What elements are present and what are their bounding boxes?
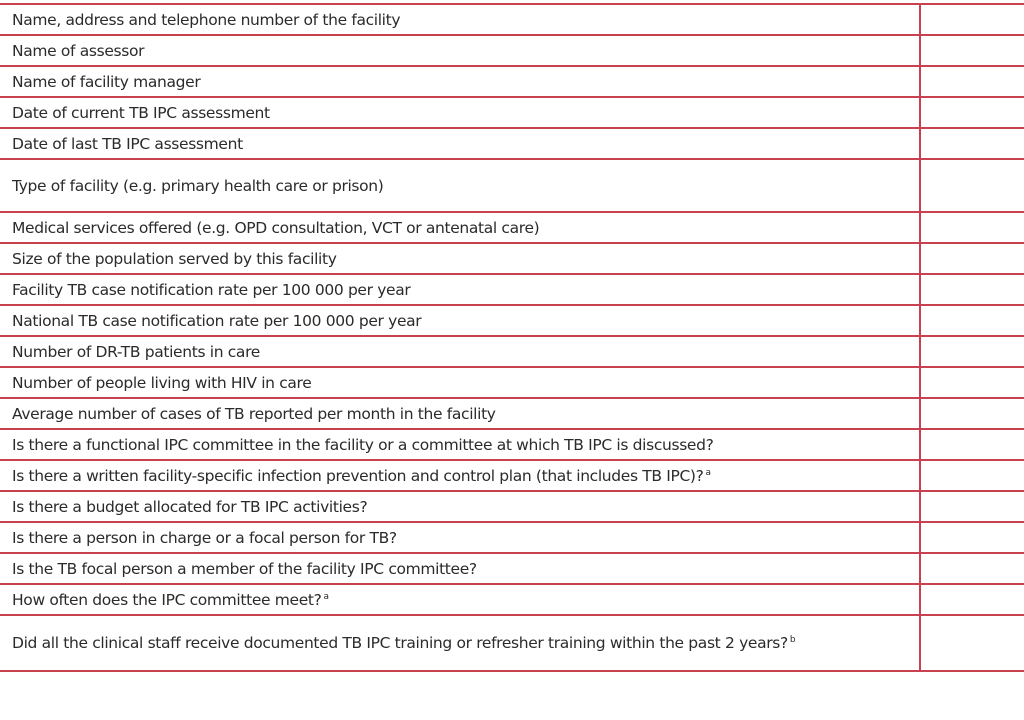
table-row [0, 367, 1024, 398]
question-text: Is there a written facility-specific infection prevention and control plan (that includes TB IPC)? [12, 466, 704, 485]
table-row [0, 97, 1024, 128]
answer-cell[interactable] [920, 429, 1024, 460]
answer-cell[interactable] [920, 336, 1024, 367]
question-text: Did all the clinical staff receive documented TB IPC training or refresher training within the past 2 years? [12, 633, 788, 652]
answer-cell[interactable] [920, 305, 1024, 336]
answer-cell[interactable] [920, 522, 1024, 553]
answer-cell[interactable] [920, 460, 1024, 491]
question-cell [0, 4, 920, 35]
table-row [0, 491, 1024, 522]
question-text: Number of DR-TB patients in care [12, 342, 260, 361]
table-row [0, 429, 1024, 460]
answer-cell[interactable] [920, 553, 1024, 584]
question-cell [0, 128, 920, 159]
question-text: Size of the population served by this facility [12, 249, 337, 268]
question-cell [0, 97, 920, 128]
footnote-marker: a [323, 591, 329, 602]
table-row [0, 584, 1024, 615]
table-row [0, 460, 1024, 491]
table-row [0, 398, 1024, 429]
question-cell [0, 429, 920, 460]
question-cell [0, 398, 920, 429]
question-text: Is there a functional IPC committee in the facility or a committee at which TB IPC is discussed? [12, 435, 714, 454]
question-text: National TB case notification rate per 100 000 per year [12, 311, 422, 330]
question-cell [0, 35, 920, 66]
question-cell [0, 159, 920, 212]
question-cell [0, 522, 920, 553]
answer-cell[interactable] [920, 66, 1024, 97]
answer-cell[interactable] [920, 615, 1024, 671]
question-cell [0, 584, 920, 615]
answer-cell[interactable] [920, 159, 1024, 212]
question-text: Is there a person in charge or a focal person for TB? [12, 528, 397, 547]
question-cell [0, 336, 920, 367]
question-cell [0, 460, 920, 491]
table-row [0, 553, 1024, 584]
answer-cell[interactable] [920, 97, 1024, 128]
footnote-marker: b [789, 634, 796, 645]
table-row [0, 522, 1024, 553]
question-text: Name of assessor [12, 41, 145, 60]
table-row [0, 35, 1024, 66]
answer-cell[interactable] [920, 212, 1024, 243]
question-cell [0, 367, 920, 398]
answer-cell[interactable] [920, 491, 1024, 522]
question-text: How often does the IPC committee meet? [12, 590, 322, 609]
question-text: Facility TB case notification rate per 100 000 per year [12, 280, 411, 299]
table-row [0, 66, 1024, 97]
question-cell [0, 615, 920, 671]
answer-cell[interactable] [920, 243, 1024, 274]
answer-cell[interactable] [920, 367, 1024, 398]
answer-cell[interactable] [920, 398, 1024, 429]
table-row [0, 305, 1024, 336]
table-row [0, 4, 1024, 35]
question-text: Is there a budget allocated for TB IPC activities? [12, 497, 368, 516]
question-cell [0, 305, 920, 336]
question-cell [0, 553, 920, 584]
answer-cell[interactable] [920, 35, 1024, 66]
table-row [0, 615, 1024, 671]
table-row [0, 212, 1024, 243]
table-row [0, 336, 1024, 367]
answer-cell[interactable] [920, 584, 1024, 615]
table-row [0, 128, 1024, 159]
table-row [0, 243, 1024, 274]
question-text: Average number of cases of TB reported per month in the facility [12, 404, 496, 423]
answer-cell[interactable] [920, 4, 1024, 35]
question-text: Type of facility (e.g. primary health care or prison) [12, 176, 384, 195]
question-text: Name of facility manager [12, 72, 201, 91]
footnote-marker: a [705, 467, 711, 478]
table-row [0, 274, 1024, 305]
question-text: Number of people living with HIV in care [12, 373, 312, 392]
question-cell [0, 66, 920, 97]
table-row [0, 159, 1024, 212]
question-text: Medical services offered (e.g. OPD consultation, VCT or antenatal care) [12, 218, 540, 237]
answer-cell[interactable] [920, 274, 1024, 305]
question-text: Date of current TB IPC assessment [12, 103, 270, 122]
question-cell [0, 212, 920, 243]
question-cell [0, 274, 920, 305]
question-text: Is the TB focal person a member of the facility IPC committee? [12, 559, 477, 578]
question-cell [0, 491, 920, 522]
question-text: Date of last TB IPC assessment [12, 134, 243, 153]
question-cell [0, 243, 920, 274]
question-text: Name, address and telephone number of the facility [12, 10, 401, 29]
facility-assessment-table [0, 3, 1024, 672]
answer-cell[interactable] [920, 128, 1024, 159]
